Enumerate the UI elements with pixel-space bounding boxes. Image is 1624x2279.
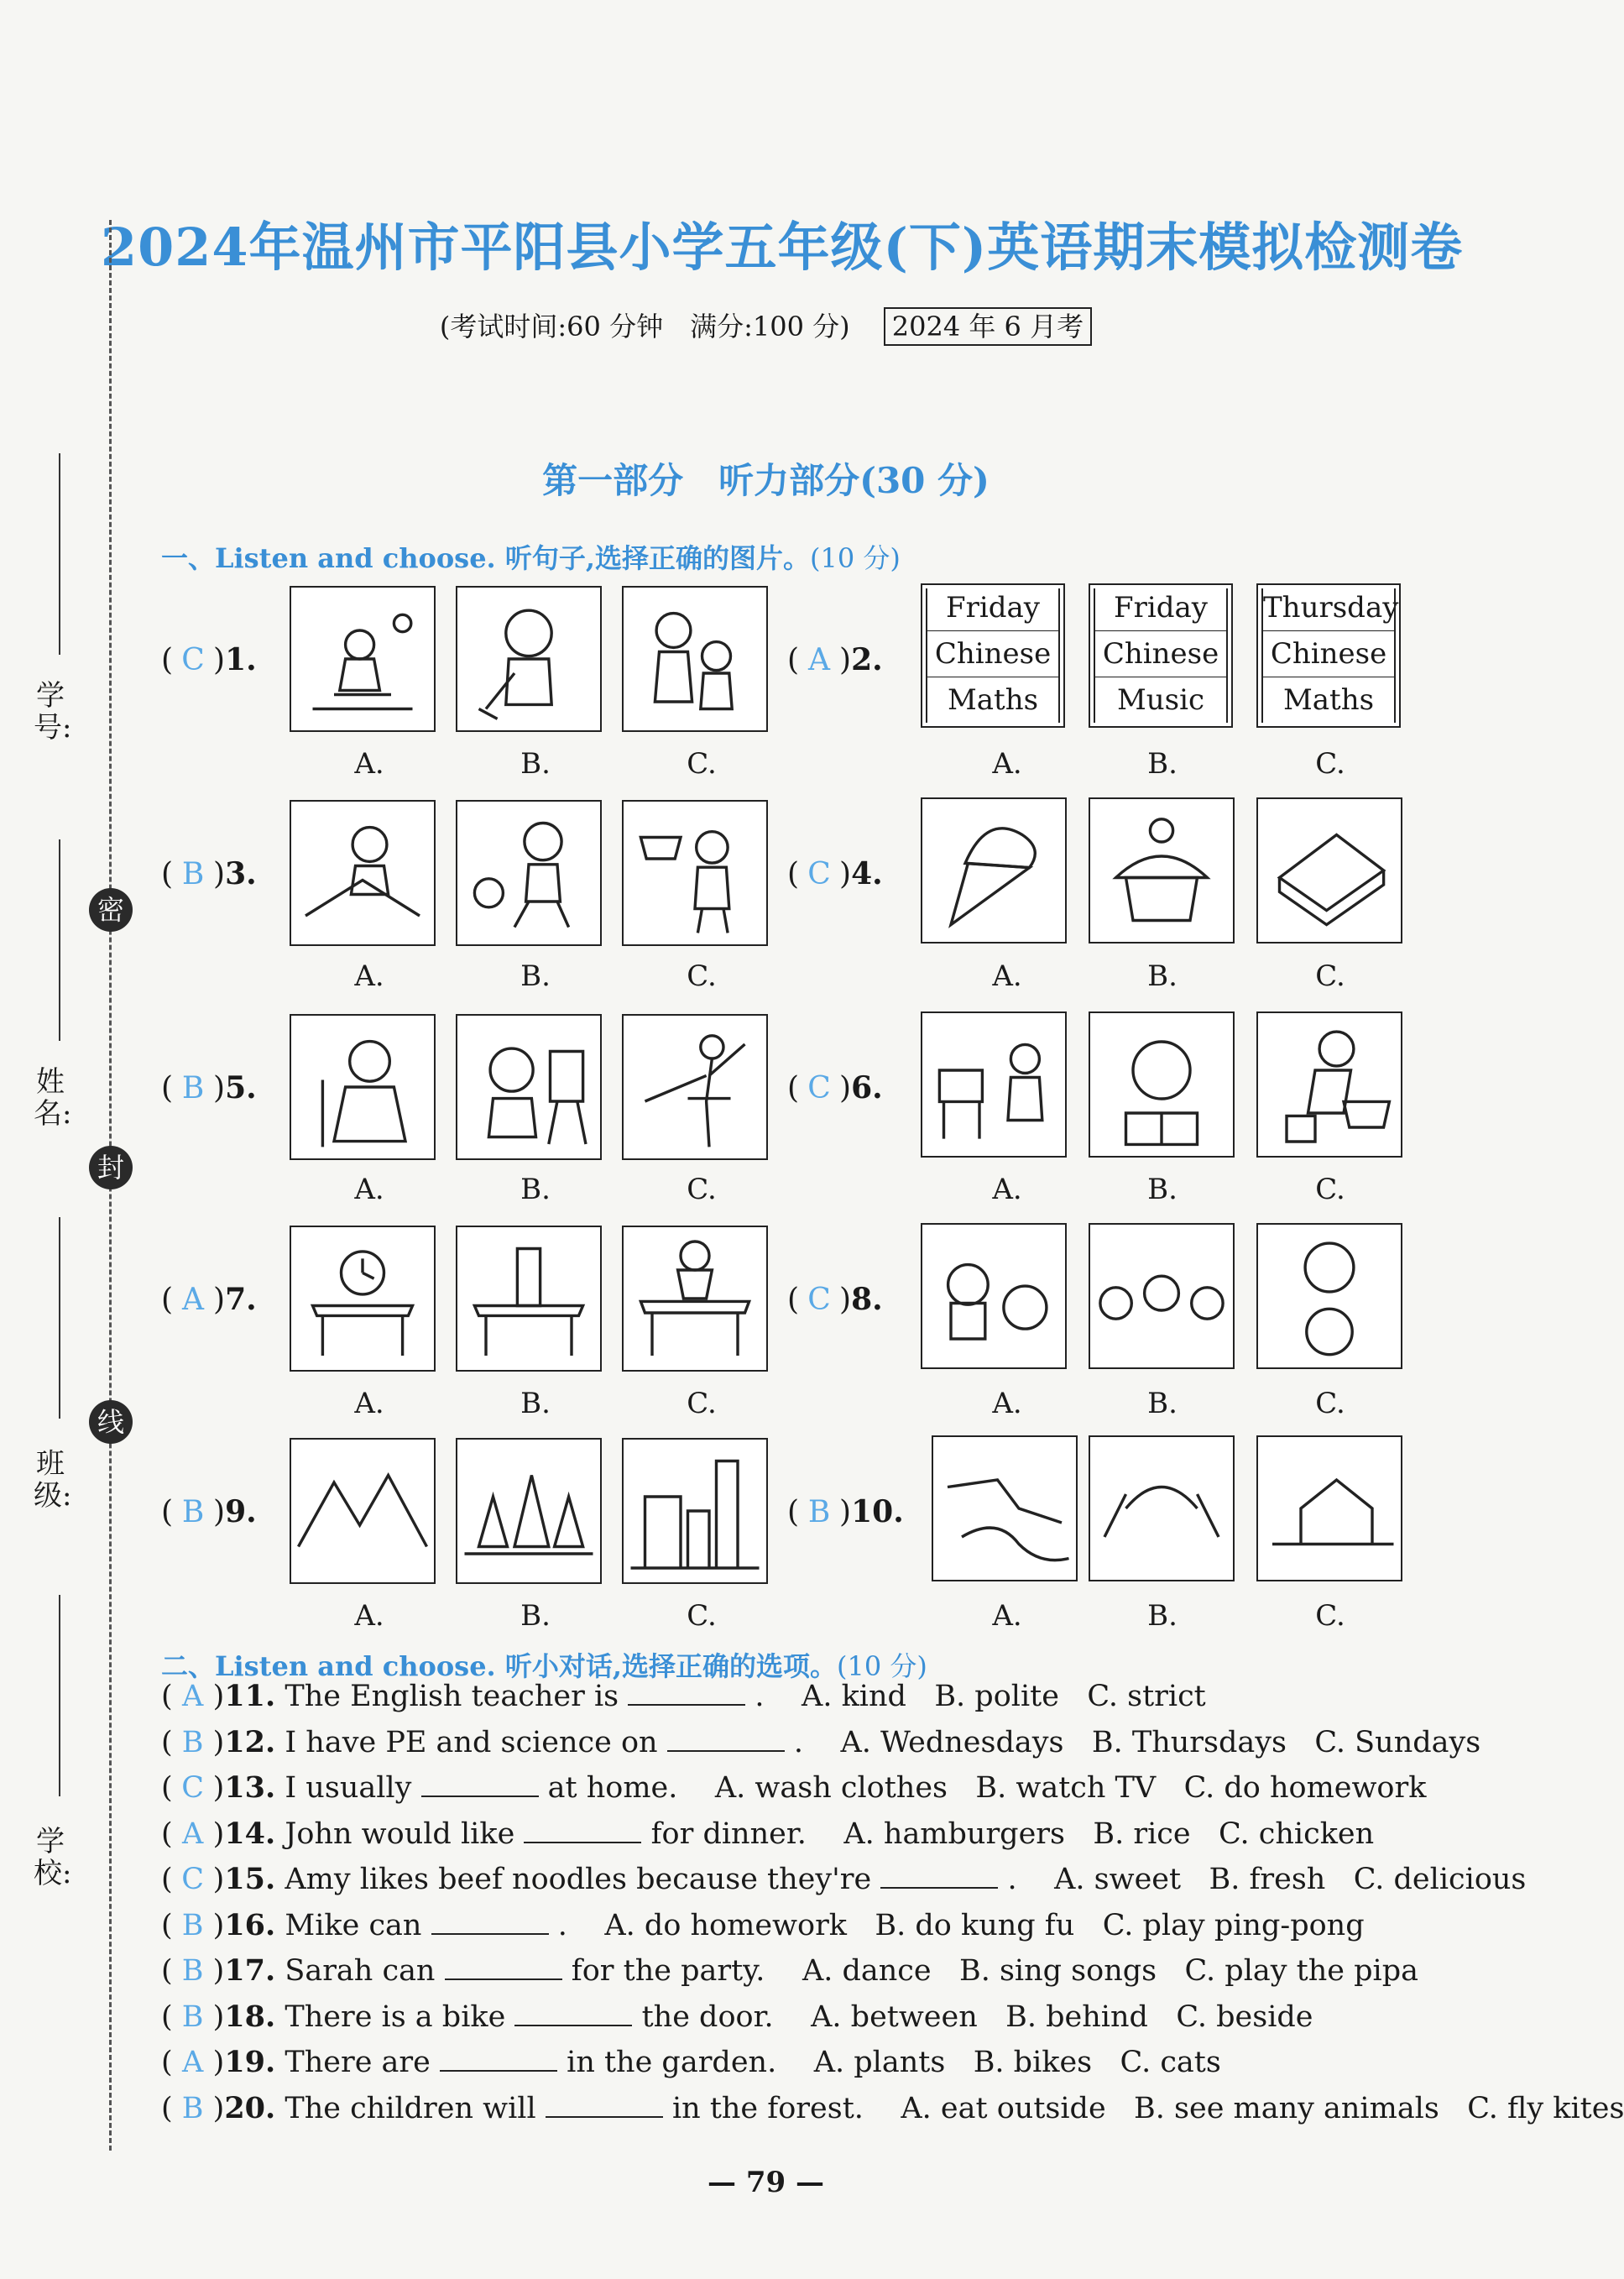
option-label-a: A.: [992, 1173, 1022, 1206]
question-10: ( B )10.: [787, 1494, 904, 1529]
question-number: 20.: [224, 2090, 276, 2125]
ice-cream-icon: [921, 797, 1067, 943]
answer: B: [807, 1495, 831, 1529]
option-label-c: C.: [1315, 1173, 1345, 1206]
question-text: John would like: [285, 1816, 515, 1851]
option-label-a: A.: [354, 959, 384, 993]
answer: A: [182, 2046, 204, 2079]
plant-on-table-icon: [622, 1226, 768, 1372]
question-9: ( B )9.: [161, 1494, 257, 1529]
option-b: B. do kung fu: [875, 1908, 1075, 1942]
house-icon: [1256, 1435, 1402, 1581]
answer: B: [181, 1725, 204, 1759]
girl-and-boy-icon: [622, 586, 768, 732]
option-b: B. Thursdays: [1091, 1725, 1287, 1759]
page-number: — 79 —: [708, 2166, 824, 2199]
answer: B: [181, 857, 205, 891]
option-label-a: A.: [354, 747, 384, 781]
girl-singing-icon: [290, 1014, 436, 1160]
option-a: A. eat outside: [901, 2091, 1106, 2125]
girl-washing-clothes-icon: [1256, 1011, 1402, 1158]
girl-painting-icon: [456, 1014, 602, 1160]
question-1: ( C )1.: [161, 642, 257, 677]
girl-climbing-icon: [290, 800, 436, 946]
option-label-b: B.: [1147, 1387, 1178, 1420]
answer: B: [181, 1071, 205, 1106]
question-11: ( A )11. The English teacher is . A. kind B. polite C. strict: [161, 1679, 1206, 1713]
option-label-a: A.: [354, 1599, 384, 1633]
option-c: C. do homework: [1183, 1771, 1427, 1805]
question-text-end: for the party.: [571, 1954, 765, 1988]
option-label-b: B.: [520, 1387, 551, 1420]
answer: B: [181, 1999, 204, 2034]
option-label-a: A.: [992, 959, 1022, 993]
question-text: I usually: [285, 1771, 412, 1805]
girl-dancing-icon: [622, 1014, 768, 1160]
option-label-c: C.: [1315, 959, 1345, 993]
option-c: C. chicken: [1219, 1816, 1375, 1851]
bottle-on-table-icon: [456, 1226, 602, 1372]
option-a: A. Wednesdays: [840, 1725, 1064, 1759]
option-label-b: B.: [520, 747, 551, 781]
answer: A: [808, 643, 831, 677]
question-7: ( A )7.: [161, 1282, 257, 1317]
option-a: A. dance: [802, 1954, 932, 1988]
question-6: ( C )6.: [787, 1070, 883, 1106]
option-label-c: C.: [687, 1173, 717, 1206]
option-label-a: A.: [992, 1387, 1022, 1420]
answer: A: [182, 1283, 205, 1317]
question-text-end: in the forest.: [671, 2091, 864, 2125]
option-label-c: C.: [1315, 1599, 1345, 1633]
question-15: ( C )15. Amy likes beef noodles because they're . A. sweet B. fresh C. delicious: [161, 1862, 1527, 1896]
question-5: ( B )5.: [161, 1070, 257, 1106]
city-buildings-icon: [622, 1438, 768, 1584]
question-number: 17.: [224, 1953, 276, 1988]
boy-reading-icon: [1089, 1011, 1235, 1158]
option-label-b: B.: [1147, 1173, 1178, 1206]
school-label: 学校:: [34, 1825, 72, 1890]
answer: B: [181, 1954, 204, 1988]
option-label-b: B.: [1147, 959, 1178, 993]
option-a: A. plants: [813, 2046, 946, 2079]
question-number: 14.: [224, 1816, 276, 1851]
question-text: Amy likes beef noodles because they're: [285, 1863, 872, 1896]
timetable-a: Friday Chinese Maths: [921, 583, 1065, 728]
option-label-a: A.: [354, 1173, 384, 1206]
option-label-c: C.: [1315, 747, 1345, 781]
option-label-c: C.: [687, 1599, 717, 1633]
timetable-b: Friday Chinese Music: [1089, 583, 1233, 728]
seal-feng: 封: [89, 1146, 133, 1189]
option-label-b: B.: [520, 1173, 551, 1206]
question-number: 11.: [224, 1679, 276, 1713]
answer-blank: [546, 2091, 663, 2118]
student-id-label: 学号:: [34, 679, 72, 745]
option-b: B. watch TV: [975, 1771, 1157, 1805]
option-b: B. bikes: [973, 2046, 1093, 2079]
option-a: A. wash clothes: [714, 1771, 948, 1805]
answer: C: [181, 1863, 205, 1896]
answer: B: [181, 2091, 204, 2125]
question-14: ( A )14. John would like for dinner. A. hamburgers B. rice C. chicken: [161, 1816, 1375, 1851]
river-icon: [932, 1435, 1078, 1581]
option-c: C. play the pipa: [1184, 1954, 1418, 1988]
question-text-end: .: [755, 1680, 765, 1713]
sandwich-icon: [1256, 797, 1402, 943]
answer-blank: [431, 1908, 549, 1935]
option-label-a: A.: [992, 1599, 1022, 1633]
forest-icon: [456, 1438, 602, 1584]
question-20: ( B )20. The children will in the forest. A. eat outside B. see many animals C. fly kites: [161, 2090, 1624, 2125]
question-text: There are: [285, 2046, 431, 2079]
question-number: 18.: [224, 1999, 276, 2034]
question-text-end: .: [793, 1725, 803, 1759]
option-b: B. behind: [1005, 1999, 1148, 2034]
option-b: B. rice: [1093, 1816, 1191, 1851]
name-label: 姓名:: [34, 1065, 72, 1131]
answer: C: [181, 1771, 205, 1805]
cat-beside-ball-icon: [921, 1223, 1067, 1369]
answer: B: [181, 1495, 205, 1529]
question-number: 19.: [224, 2045, 276, 2079]
class-label: 班级:: [34, 1447, 72, 1513]
question-text-end: for dinner.: [650, 1816, 807, 1851]
option-label-b: B.: [1147, 1599, 1178, 1633]
question-number: 12.: [224, 1724, 276, 1759]
option-b: B. sing songs: [958, 1954, 1157, 1988]
seal-xian: 线: [89, 1400, 133, 1444]
answer-blank: [421, 1770, 539, 1797]
option-b: B. fresh: [1209, 1863, 1326, 1896]
answer: C: [807, 1071, 831, 1106]
answer: A: [182, 1816, 204, 1851]
school-line: [59, 1595, 60, 1796]
question-text-end: at home.: [547, 1771, 678, 1805]
option-c: C. fly kites: [1467, 2091, 1624, 2125]
option-label-b: B.: [1147, 747, 1178, 781]
option-c: C. delicious: [1353, 1863, 1527, 1896]
answer-blank: [628, 1679, 745, 1706]
clock-on-table-icon: [290, 1226, 436, 1372]
option-c: C. beside: [1176, 1999, 1313, 2034]
question-12: ( B )12. I have PE and science on . A. Wednesdays B. Thursdays C. Sundays: [161, 1724, 1481, 1759]
question-text-end: .: [1007, 1863, 1017, 1896]
option-label-c: C.: [687, 1387, 717, 1420]
section1-title: 一、Listen and choose. 听句子,选择正确的图片。(10 分): [161, 542, 901, 574]
answer-blank: [524, 1816, 641, 1843]
exam-duration: (考试时间:60 分钟 满分:100 分): [439, 311, 850, 342]
option-a: A. hamburgers: [843, 1816, 1065, 1851]
option-a: A. kind: [802, 1680, 906, 1713]
question-18: ( B )18. There is a bike the door. A. between B. behind C. beside: [161, 1999, 1313, 2034]
boy-studying-icon: [290, 586, 436, 732]
option-a: A. between: [811, 1999, 978, 2034]
question-text-end: the door.: [641, 1999, 774, 2034]
option-label-c: C.: [687, 747, 717, 781]
question-text: There is a bike: [285, 1999, 506, 2034]
name-line: [59, 839, 60, 1041]
bridge-icon: [1089, 1435, 1235, 1581]
answer: A: [182, 1680, 204, 1713]
girl-watching-tv-icon: [921, 1011, 1067, 1158]
student-id-line: [59, 453, 60, 655]
answer-blank: [514, 1999, 632, 2026]
option-a: A. do homework: [604, 1908, 848, 1942]
cake-icon: [1089, 797, 1235, 943]
section2-title: 二、Listen and choose. 听小对话,选择正确的选项。(10 分): [161, 1650, 927, 1682]
question-2: ( A )2.: [787, 642, 883, 677]
answer: C: [807, 1283, 831, 1317]
question-text-end: .: [557, 1908, 567, 1942]
question-17: ( B )17. Sarah can for the party. A. dance B. sing songs C. play the pipa: [161, 1953, 1418, 1988]
answer: B: [181, 1908, 204, 1942]
answer-blank: [440, 2045, 557, 2072]
option-label-a: A.: [354, 1387, 384, 1420]
question-3: ( B )3.: [161, 856, 257, 891]
option-c: C. strict: [1087, 1680, 1206, 1713]
question-text: Mike can: [285, 1908, 422, 1942]
mountains-icon: [290, 1438, 436, 1584]
option-c: C. cats: [1120, 2046, 1221, 2079]
option-b: B. polite: [934, 1680, 1059, 1713]
question-text: I have PE and science on: [285, 1725, 658, 1759]
boy-basketball-icon: [622, 800, 768, 946]
question-16: ( B )16. Mike can . A. do homework B. do kung fu C. play ping-pong: [161, 1907, 1365, 1942]
question-number: 15.: [224, 1862, 276, 1896]
option-label-b: B.: [520, 959, 551, 993]
answer: C: [181, 643, 205, 677]
answer-blank: [880, 1862, 998, 1889]
cat-on-ball-icon: [1256, 1223, 1402, 1369]
answer-blank: [667, 1725, 785, 1752]
timetable-c: Thursday Chinese Maths: [1256, 583, 1401, 728]
cat-between-balls-icon: [1089, 1223, 1235, 1369]
question-number: 13.: [224, 1770, 276, 1805]
answer: C: [807, 857, 831, 891]
seal-mi: 密: [89, 888, 133, 932]
option-label-a: A.: [992, 747, 1022, 781]
option-c: C. play ping-pong: [1102, 1908, 1365, 1942]
part-title: 第一部分 听力部分(30 分): [542, 460, 990, 501]
question-19: ( A )19. There are in the garden. A. plants B. bikes C. cats: [161, 2045, 1221, 2079]
question-8: ( C )8.: [787, 1282, 883, 1317]
question-4: ( C )4.: [787, 856, 883, 891]
option-label-c: C.: [687, 959, 717, 993]
question-number: 16.: [224, 1907, 276, 1942]
boy-football-icon: [456, 800, 602, 946]
option-label-c: C.: [1315, 1387, 1345, 1420]
question-text: The English teacher is: [285, 1680, 619, 1713]
option-c: C. Sundays: [1314, 1725, 1481, 1759]
exam-date: 2024 年 6 月考: [884, 307, 1092, 346]
question-text-end: in the garden.: [567, 2046, 777, 2079]
question-text: The children will: [285, 2091, 536, 2125]
boy-sweeping-icon: [456, 586, 602, 732]
question-text: Sarah can: [285, 1954, 436, 1988]
answer-blank: [445, 1953, 562, 1980]
exam-info: [0, 306, 1532, 344]
option-label-b: B.: [520, 1599, 551, 1633]
question-13: ( C )13. I usually at home. A. wash clothes B. watch TV C. do homework: [161, 1770, 1427, 1805]
page-title: 2024年温州市平阳县小学五年级(下)英语期末模拟检测卷: [101, 217, 1464, 278]
option-a: A. sweet: [1054, 1863, 1182, 1896]
option-b: B. see many animals: [1134, 2091, 1439, 2125]
class-line: [59, 1217, 60, 1419]
